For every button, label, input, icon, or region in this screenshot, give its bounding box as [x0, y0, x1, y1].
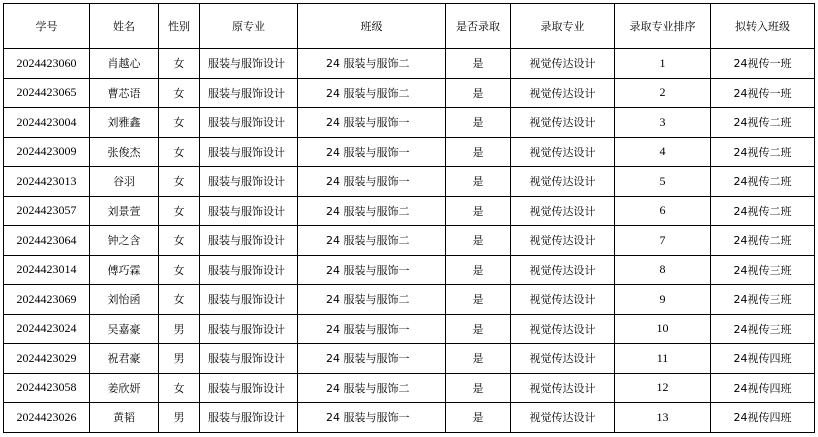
cell-major-rank: 8	[615, 255, 711, 285]
cell-target-class: 24视传三班	[711, 285, 815, 315]
cell-class: 24 服装与服饰一	[298, 108, 446, 138]
cell-class: 24 服装与服饰二	[298, 285, 446, 315]
cell-admitted: 是	[446, 314, 511, 344]
table-row	[4, 196, 815, 226]
cell-student-id: 2024423029	[4, 344, 90, 374]
cell-major-rank: 4	[615, 137, 711, 167]
cell-gender: 女	[159, 167, 200, 197]
cell-class: 24 服装与服饰二	[298, 373, 446, 403]
cell-admitted: 是	[446, 49, 511, 79]
cell-original-major: 服装与服饰设计	[200, 226, 298, 256]
cell-class: 24 服装与服饰二	[298, 196, 446, 226]
cell-name: 谷羽	[90, 167, 159, 197]
cell-major-rank: 13	[615, 403, 711, 433]
table-row	[4, 137, 815, 167]
cell-admitted-major: 视觉传达设计	[511, 285, 615, 315]
cell-admitted-major: 视觉传达设计	[511, 49, 615, 79]
cell-name: 姜欣妍	[90, 373, 159, 403]
cell-original-major: 服装与服饰设计	[200, 344, 298, 374]
cell-class: 24 服装与服饰一	[298, 403, 446, 433]
cell-class: 24 服装与服饰一	[298, 255, 446, 285]
cell-student-id: 2024423009	[4, 137, 90, 167]
cell-admitted: 是	[446, 344, 511, 374]
cell-student-id: 2024423065	[4, 78, 90, 108]
cell-name: 黄韬	[90, 403, 159, 433]
cell-student-id: 2024423013	[4, 167, 90, 197]
cell-major-rank: 9	[615, 285, 711, 315]
cell-target-class: 24视传四班	[711, 373, 815, 403]
cell-major-rank: 3	[615, 108, 711, 138]
cell-class: 24 服装与服饰二	[298, 226, 446, 256]
cell-original-major: 服装与服饰设计	[200, 285, 298, 315]
cell-name: 钟之含	[90, 226, 159, 256]
header-name: 姓名	[90, 4, 159, 49]
cell-target-class: 24视传二班	[711, 108, 815, 138]
cell-name: 傅巧霖	[90, 255, 159, 285]
cell-gender: 女	[159, 196, 200, 226]
cell-admitted: 是	[446, 196, 511, 226]
cell-admitted-major: 视觉传达设计	[511, 78, 615, 108]
cell-admitted-major: 视觉传达设计	[511, 344, 615, 374]
cell-name: 张俊杰	[90, 137, 159, 167]
cell-class: 24 服装与服饰二	[298, 78, 446, 108]
cell-major-rank: 6	[615, 196, 711, 226]
cell-student-id: 2024423069	[4, 285, 90, 315]
table-row	[4, 167, 815, 197]
cell-gender: 女	[159, 255, 200, 285]
cell-admitted-major: 视觉传达设计	[511, 373, 615, 403]
header-original-major: 原专业	[200, 4, 298, 49]
cell-admitted: 是	[446, 285, 511, 315]
cell-original-major: 服装与服饰设计	[200, 137, 298, 167]
header-student-id: 学号	[4, 4, 90, 49]
admission-table	[3, 3, 815, 433]
cell-student-id: 2024423064	[4, 226, 90, 256]
cell-original-major: 服装与服饰设计	[200, 49, 298, 79]
header-major-rank: 录取专业排序	[615, 4, 711, 49]
cell-original-major: 服装与服饰设计	[200, 108, 298, 138]
cell-name: 吴嘉豪	[90, 314, 159, 344]
cell-major-rank: 7	[615, 226, 711, 256]
cell-name: 刘怡函	[90, 285, 159, 315]
cell-target-class: 24视传一班	[711, 78, 815, 108]
table-row	[4, 314, 815, 344]
cell-target-class: 24视传二班	[711, 196, 815, 226]
cell-class: 24 服装与服饰一	[298, 314, 446, 344]
table-row	[4, 403, 815, 433]
table-row	[4, 49, 815, 79]
cell-admitted: 是	[446, 255, 511, 285]
cell-original-major: 服装与服饰设计	[200, 403, 298, 433]
cell-original-major: 服装与服饰设计	[200, 78, 298, 108]
cell-admitted: 是	[446, 78, 511, 108]
cell-student-id: 2024423058	[4, 373, 90, 403]
table-row	[4, 255, 815, 285]
cell-class: 24 服装与服饰二	[298, 49, 446, 79]
cell-major-rank: 5	[615, 167, 711, 197]
cell-original-major: 服装与服饰设计	[200, 314, 298, 344]
cell-target-class: 24视传三班	[711, 255, 815, 285]
cell-admitted: 是	[446, 403, 511, 433]
cell-name: 肖越心	[90, 49, 159, 79]
cell-admitted: 是	[446, 108, 511, 138]
table-row	[4, 78, 815, 108]
cell-gender: 男	[159, 344, 200, 374]
cell-admitted-major: 视觉传达设计	[511, 137, 615, 167]
cell-major-rank: 1	[615, 49, 711, 79]
cell-name: 祝君豪	[90, 344, 159, 374]
cell-target-class: 24视传二班	[711, 226, 815, 256]
cell-gender: 女	[159, 78, 200, 108]
cell-class: 24 服装与服饰一	[298, 137, 446, 167]
header-admitted: 是否录取	[446, 4, 511, 49]
cell-admitted-major: 视觉传达设计	[511, 226, 615, 256]
cell-gender: 女	[159, 108, 200, 138]
cell-gender: 女	[159, 285, 200, 315]
cell-gender: 男	[159, 314, 200, 344]
cell-major-rank: 10	[615, 314, 711, 344]
cell-admitted-major: 视觉传达设计	[511, 403, 615, 433]
cell-student-id: 2024423060	[4, 49, 90, 79]
cell-student-id: 2024423057	[4, 196, 90, 226]
cell-gender: 女	[159, 49, 200, 79]
cell-admitted: 是	[446, 167, 511, 197]
cell-class: 24 服装与服饰一	[298, 167, 446, 197]
cell-student-id: 2024423014	[4, 255, 90, 285]
cell-student-id: 2024423024	[4, 314, 90, 344]
header-admitted-major: 录取专业	[511, 4, 615, 49]
cell-student-id: 2024423026	[4, 403, 90, 433]
cell-original-major: 服装与服饰设计	[200, 196, 298, 226]
cell-gender: 男	[159, 403, 200, 433]
cell-target-class: 24视传四班	[711, 403, 815, 433]
table-row	[4, 108, 815, 138]
header-target-class: 拟转入班级	[711, 4, 815, 49]
table-row	[4, 285, 815, 315]
cell-major-rank: 12	[615, 373, 711, 403]
cell-original-major: 服装与服饰设计	[200, 373, 298, 403]
cell-admitted-major: 视觉传达设计	[511, 196, 615, 226]
cell-gender: 女	[159, 226, 200, 256]
cell-target-class: 24视传二班	[711, 167, 815, 197]
table-row	[4, 373, 815, 403]
cell-major-rank: 2	[615, 78, 711, 108]
cell-original-major: 服装与服饰设计	[200, 167, 298, 197]
cell-admitted: 是	[446, 373, 511, 403]
cell-class: 24 服装与服饰一	[298, 344, 446, 374]
cell-name: 曹芯语	[90, 78, 159, 108]
header-row	[4, 4, 815, 49]
cell-student-id: 2024423004	[4, 108, 90, 138]
cell-target-class: 24视传三班	[711, 314, 815, 344]
cell-admitted: 是	[446, 226, 511, 256]
cell-admitted-major: 视觉传达设计	[511, 255, 615, 285]
table-row	[4, 226, 815, 256]
cell-admitted: 是	[446, 137, 511, 167]
cell-major-rank: 11	[615, 344, 711, 374]
table-body	[4, 49, 815, 433]
table-row	[4, 344, 815, 374]
cell-target-class: 24视传四班	[711, 344, 815, 374]
cell-admitted-major: 视觉传达设计	[511, 314, 615, 344]
cell-target-class: 24视传二班	[711, 137, 815, 167]
cell-name: 刘景萱	[90, 196, 159, 226]
cell-gender: 女	[159, 373, 200, 403]
cell-name: 刘雅鑫	[90, 108, 159, 138]
header-class: 班级	[298, 4, 446, 49]
header-gender: 性别	[159, 4, 200, 49]
cell-gender: 女	[159, 137, 200, 167]
cell-admitted-major: 视觉传达设计	[511, 108, 615, 138]
cell-admitted-major: 视觉传达设计	[511, 167, 615, 197]
cell-target-class: 24视传一班	[711, 49, 815, 79]
cell-original-major: 服装与服饰设计	[200, 255, 298, 285]
